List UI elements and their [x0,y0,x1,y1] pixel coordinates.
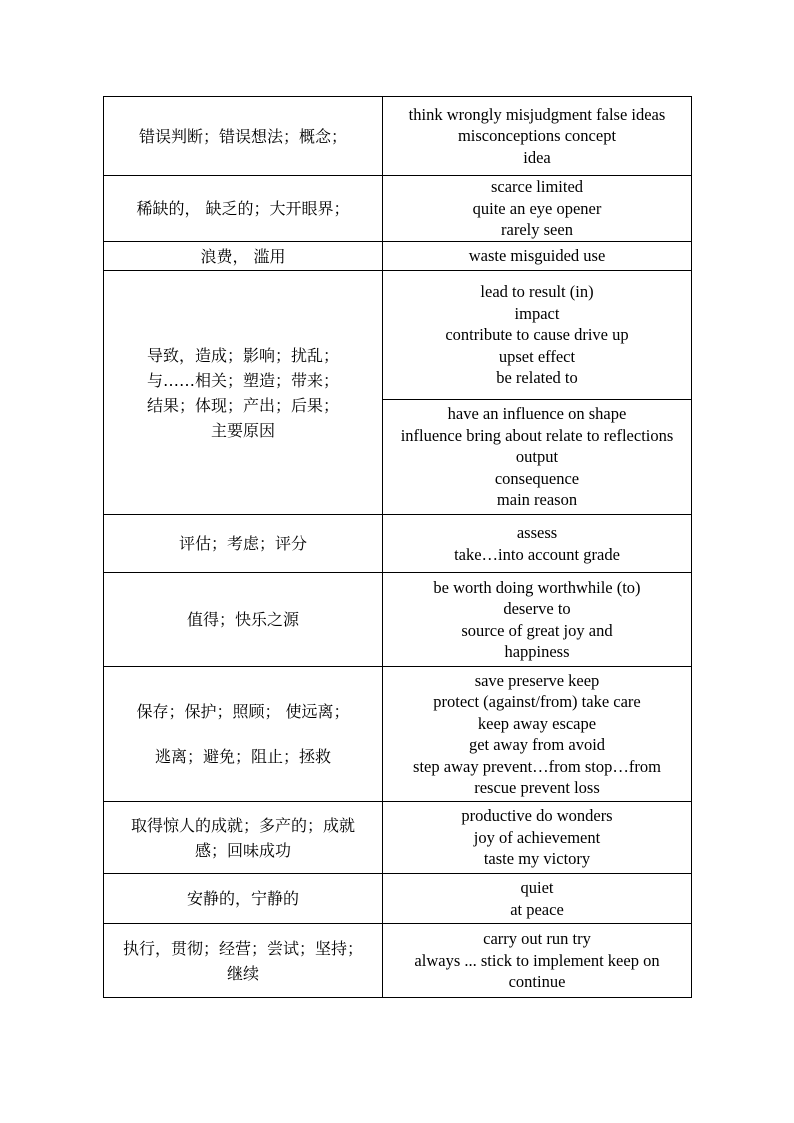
chinese-cell: 浪费， 滥用 [104,242,383,271]
english-cell: productive do wonders joy of achievement taste my victory [383,802,692,874]
chinese-cell: 执行，贯彻；经营；尝试；坚持； 继续 [104,924,383,998]
chinese-cell: 导致，造成；影响；扰乱； 与……相关；塑造；带来； 结果；体现；产出；后果； 主要原因 [104,271,383,515]
table-row [104,874,692,924]
chinese-cell: 取得惊人的成就；多产的；成就 感；回味成功 [104,802,383,874]
table-row [104,176,692,242]
english-cell: save preserve keep protect (against/from) take care keep away escape get away from avoid step away prevent…from stop…from rescue prevent loss [383,667,692,802]
table-row [104,573,692,667]
chinese-cell: 评估；考虑；评分 [104,515,383,573]
vocabulary-table [103,96,692,998]
english-cell: be worth doing worthwhile (to) deserve to source of great joy and happiness [383,573,692,667]
english-cell: have an influence on shape influence bring about relate to reflections output consequence main reason [383,400,692,515]
chinese-cell: 稀缺的， 缺乏的；大开眼界； [104,176,383,242]
table-row [104,802,692,874]
table-row [104,242,692,271]
chinese-cell: 保存；保护；照顾； 使远离； 逃离；避免；阻止；拯救 [104,667,383,802]
english-cell: carry out run try always ... stick to implement keep on continue [383,924,692,998]
chinese-cell: 值得；快乐之源 [104,573,383,667]
english-cell: think wrongly misjudgment false ideas misconceptions concept idea [383,97,692,176]
english-cell: waste misguided use [383,242,692,271]
english-cell: lead to result (in) impact contribute to cause drive up upset effect be related to [383,271,692,400]
table-row [104,667,692,802]
english-cell: scarce limited quite an eye opener rarely seen [383,176,692,242]
table-row [104,271,692,400]
table-row [104,924,692,998]
english-cell: quiet at peace [383,874,692,924]
chinese-cell: 安静的，宁静的 [104,874,383,924]
table-row [104,97,692,176]
table-row [104,515,692,573]
english-cell: assess take…into account grade [383,515,692,573]
chinese-cell: 错误判断；错误想法；概念； [104,97,383,176]
